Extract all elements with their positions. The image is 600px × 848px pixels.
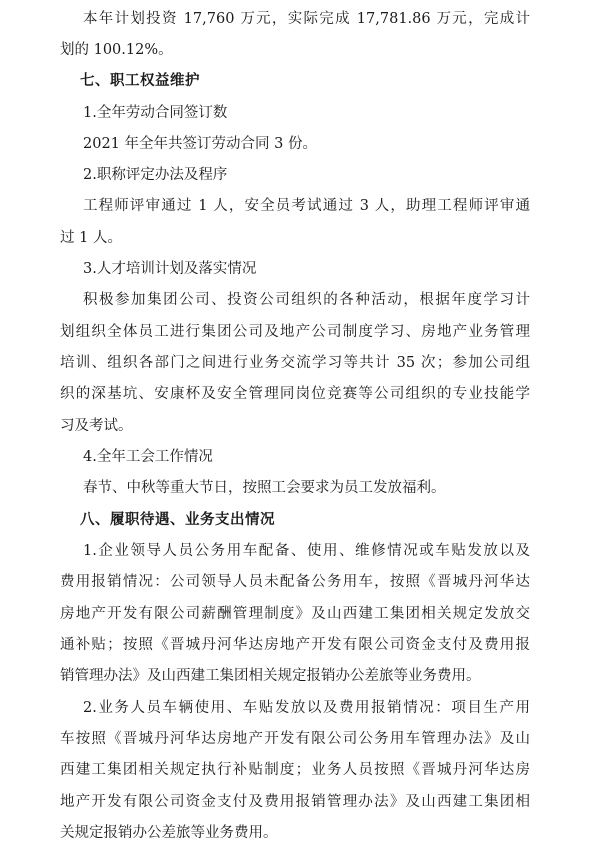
paragraph-line: 过 1 人。 xyxy=(60,230,122,246)
paragraph-line: 织的深基坑、安康杯及安全管理同岗位竞赛等公司组织的专业技能学 xyxy=(60,386,530,402)
paragraph-line: 习及考试。 xyxy=(60,418,133,434)
paragraph-line: 通补贴；按照《晋城丹河华达房地产开发有限公司资金支付及费用报 xyxy=(60,637,530,653)
paragraph-line: 费用报销情况：公司领导人员未配备公务用车，按照《晋城丹河华达 xyxy=(60,574,530,590)
paragraph-line: 划的 100.12%。 xyxy=(60,42,173,58)
subsection-title: 2.职称评定办法及程序 xyxy=(83,167,228,183)
paragraph-line: 工程师评审通过 1 人，安全员考试通过 3 人，助理工程师评审通 xyxy=(83,198,530,214)
paragraph-line: 本年计划投资 17,760 万元，实际完成 17,781.86 万元，完成计 xyxy=(83,11,530,27)
paragraph-line: 关规定报销办公差旅等业务费用。 xyxy=(60,825,278,841)
paragraph-line: 销管理办法》及山西建工集团相关规定报销办公差旅等业务费用。 xyxy=(60,668,481,684)
paragraph-line: 西建工集团相关规定执行补贴制度；业务人员按照《晋城丹河华达房 xyxy=(60,762,530,778)
paragraph-line: 地产开发有限公司资金支付及费用报销管理办法》及山西建工集团相 xyxy=(60,794,530,810)
paragraph-line: 划组织全体员工进行集团公司及地产公司制度学习、房地产业务管理 xyxy=(60,324,530,340)
paragraph-line: 车按照《晋城丹河华达房地产开发有限公司公务用车管理办法》及山 xyxy=(60,731,530,747)
paragraph-line: 2.业务人员车辆使用、车贴发放以及费用报销情况：项目生产用 xyxy=(83,700,530,716)
paragraph-line: 房地产开发有限公司薪酬管理制度》及山西建工集团相关规定发放交 xyxy=(60,606,530,622)
section-heading: 七、职工权益维护 xyxy=(80,73,200,89)
subsection-title: 3.人才培训计划及落实情况 xyxy=(83,261,257,277)
subsection-title: 4.全年工会工作情况 xyxy=(83,449,213,465)
section-heading: 八、履职待遇、业务支出情况 xyxy=(80,512,275,528)
paragraph-line: 春节、中秋等重大节日，按照工会要求为员工发放福利。 xyxy=(83,480,446,496)
paragraph-line: 积极参加集团公司、投资公司组织的各种活动，根据年度学习计 xyxy=(83,292,530,308)
paragraph-line: 2021 年全年共签订劳动合同 3 份。 xyxy=(83,136,317,152)
subsection-title: 1.全年劳动合同签订数 xyxy=(83,105,228,121)
paragraph-line: 培训、组织各部门之间进行业务交流学习等共计 35 次；参加公司组 xyxy=(60,355,530,371)
paragraph-line: 1.企业领导人员公务用车配备、使用、维修情况或车贴发放以及 xyxy=(83,543,530,559)
